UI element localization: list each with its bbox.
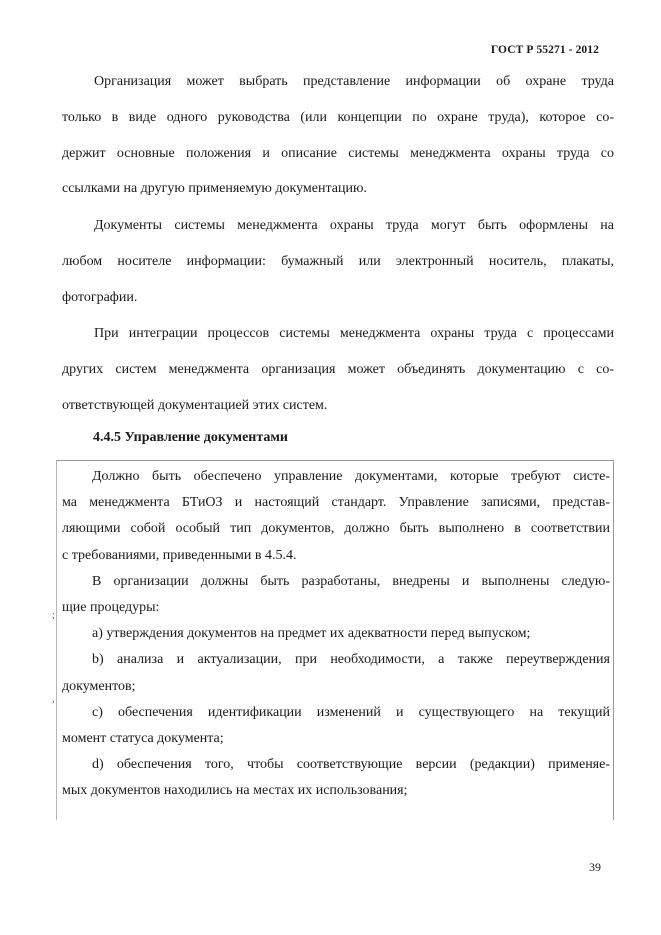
text-line: любом носителе информации: бумажный или электронный носитель, плакаты, — [62, 253, 614, 269]
framed-text — [62, 464, 610, 804]
text-line: В организации должны быть разработаны, внедрены и выполнены следую- — [92, 573, 610, 589]
document-header: ГОСТ Р 55271 - 2012 — [490, 44, 599, 56]
margin-mark: , — [52, 694, 55, 705]
text-line: документов; — [62, 678, 136, 694]
paragraph-2 — [62, 208, 614, 315]
list-item: b) анализа и актуализации, при необходимости, а также переутверждения — [92, 652, 610, 668]
paragraph-3 — [62, 316, 614, 423]
text-line: ляющими собой особый тип документов, должно быть выполнено в соответствии — [62, 521, 610, 537]
text-line: только в виде одного руководства (или концепции по охране труда), которое со- — [62, 109, 614, 125]
text-line: других систем менеджмента организация может объединять документацию с со- — [62, 361, 614, 377]
text-line: При интеграции процессов системы менеджмента охраны труда с процессами — [94, 326, 614, 341]
text-line: ма менеджмента БТиОЗ и настоящий стандарт. Управление записями, представ- — [62, 495, 610, 511]
section-heading: 4.4.5 Управление документами — [93, 430, 289, 445]
text-line: щие процедуры: — [62, 599, 160, 615]
text-line: мых документов находились на местах их использования; — [62, 783, 408, 799]
text-line: момент статуса документа; — [62, 730, 224, 746]
list-item: d) обеспечения того, чтобы соответствующие версии (редакции) применяе- — [92, 757, 610, 773]
list-item: с) обеспечения идентификации изменений и существующего на текущий — [92, 704, 610, 720]
margin-mark: ; — [52, 610, 55, 621]
text-line: ссылками на другую применяемую документацию. — [62, 181, 367, 197]
text-line: Документы системы менеджмента охраны труда могут быть оформлены на — [94, 218, 614, 233]
page-number: 39 — [589, 860, 601, 874]
text-line: Организация может выбрать представление информации об охране труда — [94, 74, 614, 89]
text-line: ответствующей документацией этих систем. — [62, 397, 328, 413]
paragraph-1 — [62, 64, 614, 207]
text-line: с требованиями, приведенными в 4.5.4. — [62, 547, 297, 563]
text-line: держит основные положения и описание системы менеджмента охраны труда со — [62, 145, 614, 161]
text-line: Должно быть обеспечено управление документами, которые требуют систе- — [92, 469, 610, 484]
text-line: фотографии. — [62, 289, 138, 305]
list-item: а) утверждения документов на предмет их адекватности перед выпуском; — [92, 626, 531, 642]
